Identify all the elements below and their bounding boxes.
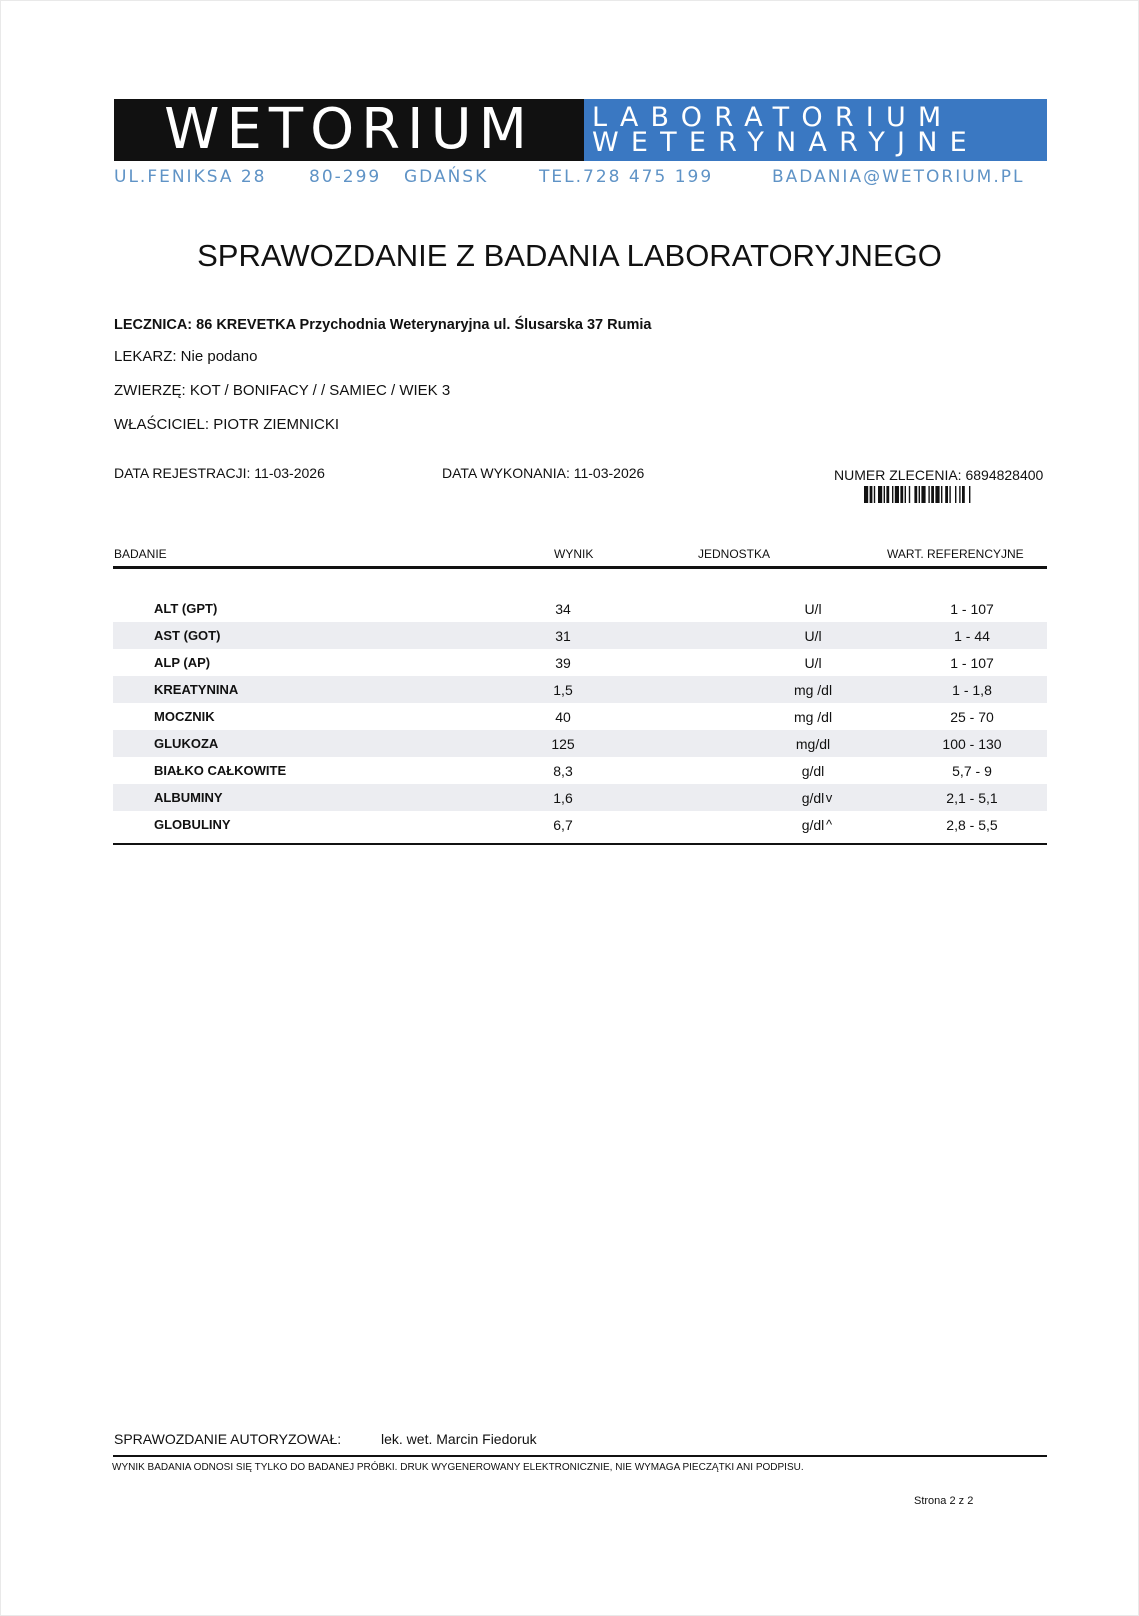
reference-separator: - (965, 709, 979, 725)
test-name: GLUKOZA (154, 736, 219, 751)
reference-high: 5,5 (978, 817, 998, 833)
disclaimer: WYNIK BADANIA ODNOSI SIĘ TYLKO DO BADANEJ PRÓBKI. DRUK WYGENEROWANY ELEKTRONICZNIE, NIE WYMAGA PIECZĄTKI ANI PODPISU. (112, 1462, 804, 1473)
lab-logo (114, 99, 1047, 161)
reference-low: 1 (950, 601, 958, 617)
result-value: 1,6 (553, 790, 573, 806)
reference-high: 130 (978, 736, 1002, 752)
result-flag: ^ (825, 817, 833, 832)
test-name: KREATYNINA (154, 682, 239, 697)
barcode-icon (864, 486, 1024, 503)
reference-low: 25 (950, 709, 966, 725)
reference-range (897, 682, 1047, 698)
reference-range (897, 817, 1047, 833)
test-name: GLOBULINY (154, 817, 231, 832)
result-value: 40 (555, 709, 571, 725)
logo-subtitle-line2: WETERYNARYJNE (592, 127, 979, 158)
reference-separator: - (957, 655, 971, 671)
result-unit: mg/dl (795, 736, 831, 752)
results-table (113, 595, 1047, 838)
reference-low: 5,7 (952, 763, 972, 779)
reference-high: 107 (970, 601, 994, 617)
table-row (113, 757, 1047, 784)
reference-range (897, 736, 1047, 752)
test-name: ALBUMINY (154, 790, 223, 805)
result-value: 6,7 (553, 817, 573, 833)
result-value: 31 (555, 628, 571, 644)
footer-rule (113, 1455, 1047, 1457)
header-test: BADANIE (114, 547, 167, 561)
test-name: AST (GOT) (154, 628, 221, 643)
result-unit: g/dl (801, 763, 825, 779)
page-number: Strona 2 z 2 (914, 1495, 974, 1507)
table-row (113, 811, 1047, 838)
test-name: BIAŁKO CAŁKOWITE (154, 763, 287, 778)
doctor-info: LEKARZ: Nie podano (114, 348, 258, 365)
table-row (113, 730, 1047, 757)
owner-info: WŁAŚCICIEL: PIOTR ZIEMNICKI (114, 416, 340, 433)
reference-low: 1 (950, 655, 958, 671)
registration-date: DATA REJESTRACJI: 11-03-2026 (114, 465, 325, 481)
result-unit: U/l (804, 601, 822, 617)
reference-separator: - (971, 763, 985, 779)
contact-email: BADANIA@WETORIUM.PL (772, 167, 1025, 187)
reference-range (897, 628, 1047, 644)
contact-postcode: 80-299 (309, 167, 382, 187)
table-row (113, 676, 1047, 703)
contact-city: GDAŃSK (404, 167, 489, 187)
logo-wordmark: WETORIUM (114, 99, 584, 161)
result-unit: g/dl (801, 790, 825, 806)
execution-date: DATA WYKONANIA: 11-03-2026 (442, 465, 645, 481)
header-result: WYNIK (554, 547, 594, 561)
logo-subtitle (584, 99, 1047, 161)
result-flag: v (825, 790, 833, 805)
reference-low: 100 (942, 736, 966, 752)
authorization-label: SPRAWOZDANIE AUTORYZOWAŁ: (114, 1431, 342, 1447)
reference-separator: - (965, 817, 979, 833)
result-unit: g/dl (801, 817, 825, 833)
table-bottom-rule (113, 843, 1047, 845)
order-number: NUMER ZLECENIA: 6894828400 (834, 467, 1044, 483)
reference-range (897, 655, 1047, 671)
test-name: ALT (GPT) (154, 601, 218, 616)
reference-high: 9 (984, 763, 992, 779)
table-row (113, 649, 1047, 676)
header-reference: WART. REFERENCYJNE (887, 547, 1024, 561)
table-header-rule (113, 566, 1047, 569)
clinic-info: LECZNICA: 86 KREVETKA Przychodnia Weterynaryjna ul. Ślusarska 37 Rumia (114, 317, 652, 333)
table-row (113, 784, 1047, 811)
reference-range (897, 601, 1047, 617)
table-row (113, 622, 1047, 649)
result-value: 39 (555, 655, 571, 671)
animal-info: ZWIERZĘ: KOT / BONIFACY / / SAMIEC / WIEK 3 (114, 382, 451, 399)
reference-high: 70 (978, 709, 994, 725)
result-unit: U/l (804, 655, 822, 671)
reference-low: 1 (952, 682, 960, 698)
reference-low: 2,1 (946, 790, 966, 806)
table-row (113, 595, 1047, 622)
contact-street: UL.FENIKSA 28 (114, 167, 267, 187)
reference-range (897, 763, 1047, 779)
header-unit: JEDNOSTKA (698, 547, 771, 561)
reference-low: 2,8 (946, 817, 966, 833)
report-title: SPRAWOZDANIE Z BADANIA LABORATORYJNEGO (197, 238, 942, 273)
result-unit: mg /dl (793, 682, 833, 698)
result-value: 1,5 (553, 682, 573, 698)
reference-separator: - (957, 601, 971, 617)
reference-separator: - (965, 736, 979, 752)
result-value: 34 (555, 601, 571, 617)
reference-range (897, 790, 1047, 806)
result-value: 125 (551, 736, 575, 752)
reference-high: 5,1 (978, 790, 998, 806)
reference-separator: - (961, 628, 975, 644)
result-value: 8,3 (553, 763, 573, 779)
table-row (113, 703, 1047, 730)
test-name: ALP (AP) (154, 655, 211, 670)
authorization-name: lek. wet. Marcin Fiedoruk (381, 1431, 537, 1447)
reference-separator: - (959, 682, 973, 698)
reference-separator: - (965, 790, 979, 806)
result-unit: U/l (804, 628, 822, 644)
contact-phone: TEL.728 475 199 (539, 167, 714, 187)
logo-subtitle-line1: LABORATORIUM (592, 102, 954, 133)
result-unit: mg /dl (793, 709, 833, 725)
reference-high: 1,8 (972, 682, 992, 698)
lab-contact-line (114, 167, 1047, 189)
reference-high: 107 (970, 655, 994, 671)
reference-range (897, 709, 1047, 725)
test-name: MOCZNIK (154, 709, 215, 724)
reference-high: 44 (974, 628, 990, 644)
reference-low: 1 (954, 628, 962, 644)
